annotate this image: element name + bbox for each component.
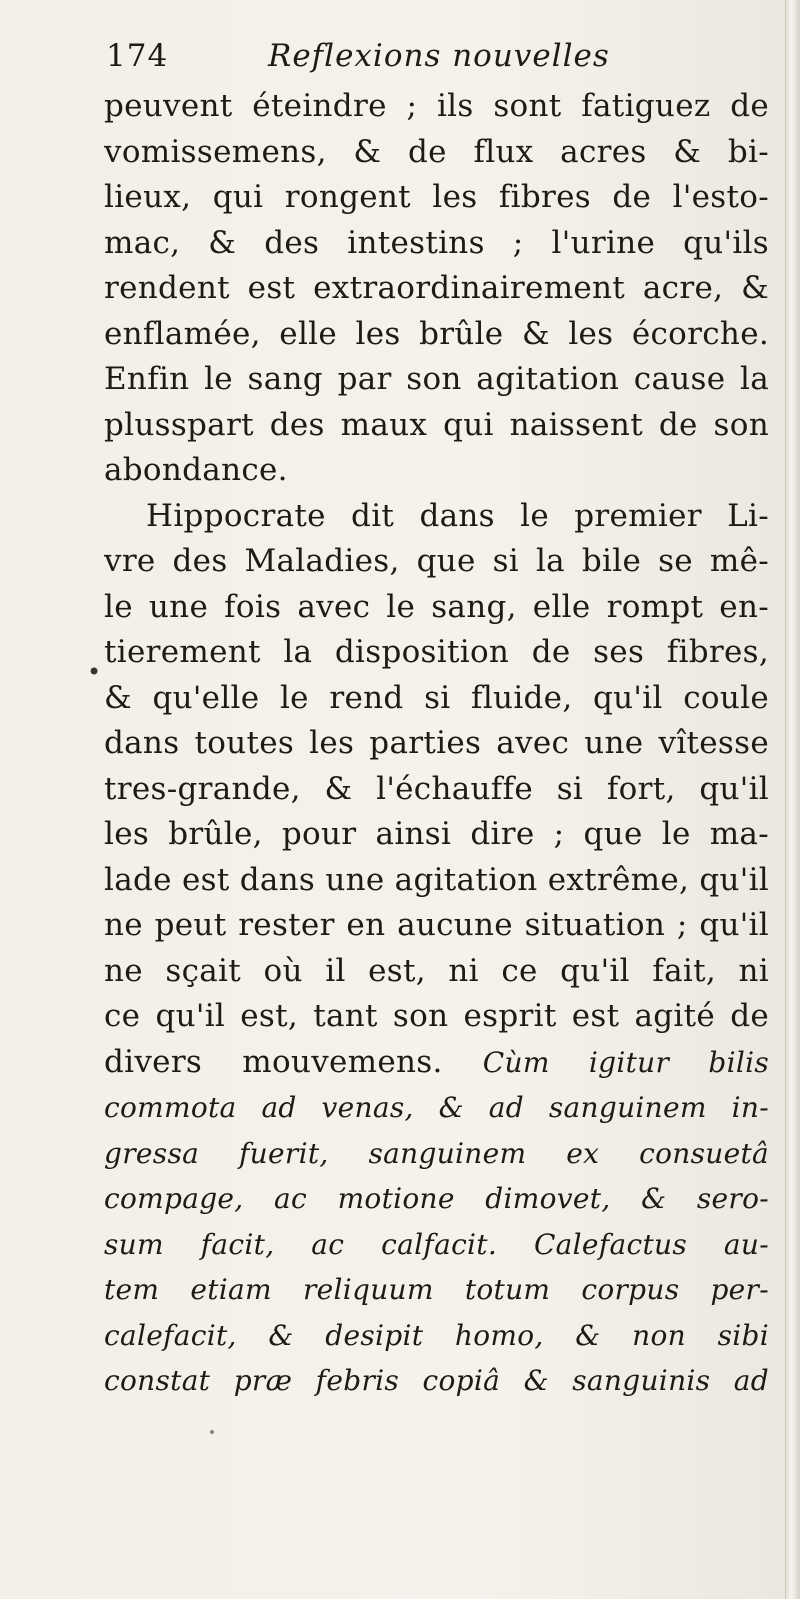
paper-speck xyxy=(210,1430,214,1434)
text-line: lieux, qui rongent les fibres de l'esto- xyxy=(104,179,769,215)
roman-text: divers mouvemens. xyxy=(104,1043,443,1080)
latin-line: tem etiam reliquum totum corpus per- xyxy=(104,1273,769,1306)
text-line: Hippocrate dit dans le premier Li- xyxy=(146,497,769,534)
text-line: Enfin le sang par son agitation cause la xyxy=(104,361,769,397)
text-line: rendent est extraordinairement acre, & xyxy=(104,270,769,306)
text-line: tierement la disposition de ses fibres, xyxy=(104,634,769,670)
paragraph-2 xyxy=(104,494,769,1404)
latin-line: sum facit, ac calfacit. Calefactus au- xyxy=(104,1227,769,1261)
margin-mark: • xyxy=(87,658,102,686)
latin-text: Cùm igitur bilis xyxy=(482,1045,769,1079)
text-line: lade est dans une agitation extrême, qu'il xyxy=(104,861,769,898)
page-header xyxy=(106,38,666,82)
text-line: dans toutes les parties avec une vîtesse xyxy=(104,725,769,761)
text-line: ne sçait où il est, ni ce qu'il fait, ni xyxy=(104,952,769,989)
running-head: Reflexions nouvelles xyxy=(268,38,610,74)
text-line: plusspart des maux qui naissent de son xyxy=(104,406,769,443)
latin-line: constat præ febris copiâ & sanguinis ad xyxy=(104,1364,769,1397)
latin-line: calefacit, & desipit homo, & non sibi xyxy=(104,1318,769,1352)
text-line: les brûle, pour ainsi dire ; que le ma- xyxy=(104,816,769,852)
latin-line: commota ad venas, & ad sanguinem in- xyxy=(104,1091,769,1124)
text-line: ne peut rester en aucune situation ; qu'il xyxy=(104,907,769,943)
page-gutter xyxy=(785,0,800,1599)
text-line: mac, & des intestins ; l'urine qu'ils xyxy=(104,224,769,261)
page-number: 174 xyxy=(106,38,169,74)
text-line: abondance. xyxy=(104,452,288,488)
body-text xyxy=(104,84,769,1404)
text-line: tres-grande, & l'échauffe si fort, qu'il xyxy=(104,770,769,807)
text-line: vomissemens, & de flux acres & bi- xyxy=(104,133,769,170)
text-line: vre des Maladies, que si la bile se mê- xyxy=(104,543,769,579)
paragraph-1 xyxy=(104,84,769,494)
mixed-line xyxy=(104,1040,769,1086)
text-line: & qu'elle le rend si fluide, qu'il coule xyxy=(104,679,769,716)
latin-line: gressa fuerit, sanguinem ex consuetâ xyxy=(104,1136,769,1170)
text-line: enflamée, elle les brûle & les écorche. xyxy=(104,315,769,352)
text-line: le une fois avec le sang, elle rompt en- xyxy=(104,588,769,625)
latin-line: compage, ac motione dimovet, & sero- xyxy=(104,1182,769,1215)
text-line: ce qu'il est, tant son esprit est agité de xyxy=(104,998,769,1034)
text-line: peuvent éteindre ; ils sont fatiguez de xyxy=(104,88,769,124)
